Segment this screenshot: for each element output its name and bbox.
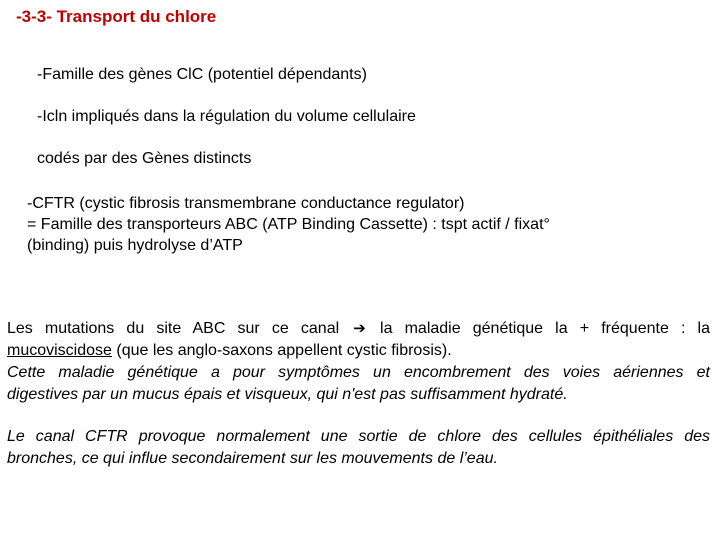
cftr-role-paragraph [7, 426, 710, 470]
right-arrow-icon: ➔ [353, 320, 366, 337]
cftr-role-line-2: bronches, ce qui influe secondairement sur les mouvements de l’eau. [7, 450, 498, 467]
mutations-line-1 [7, 318, 710, 340]
distinct-genes-line: codés par des Gènes distincts [37, 150, 252, 167]
mutations-paragraph [7, 318, 710, 406]
icln-line: -Icln impliqués dans la régulation du volume cellulaire [37, 108, 416, 125]
cftr-line: -CFTR (cystic fibrosis transmembrane conductance regulator) [27, 195, 465, 212]
symptoms-line-2: digestives par un mucus épais et visqueux, qui n'est pas suffisamment hydraté. [7, 386, 568, 403]
atp-hydrolysis-line: (binding) puis hydrolyse d’ATP [27, 237, 243, 254]
mutations-text-start: Les mutations du site ABC sur ce canal [7, 320, 340, 337]
cftr-role-line-1: Le canal CFTR provoque normalement une sortie de chlore des cellules épithéliales des [7, 428, 710, 445]
cystic-fibrosis-note: (que les anglo-saxons appellent cystic fibrosis). [111, 342, 452, 359]
abc-family-line: = Famille des transporteurs ABC (ATP Binding Cassette) : tspt actif / fixat° [27, 216, 550, 233]
clc-family-line: -Famille des gènes ClC (potentiel dépendants) [37, 66, 367, 83]
mucoviscidose-term: mucoviscidose [7, 342, 112, 359]
section-title: -3-3- Transport du chlore [16, 7, 217, 26]
symptoms-line-1: Cette maladie génétique a pour symptômes un encombrement des voies aériennes et [7, 364, 710, 381]
mutations-text-end: la maladie génétique la + fréquente : la [380, 320, 710, 337]
mutations-line-2 [7, 340, 710, 362]
